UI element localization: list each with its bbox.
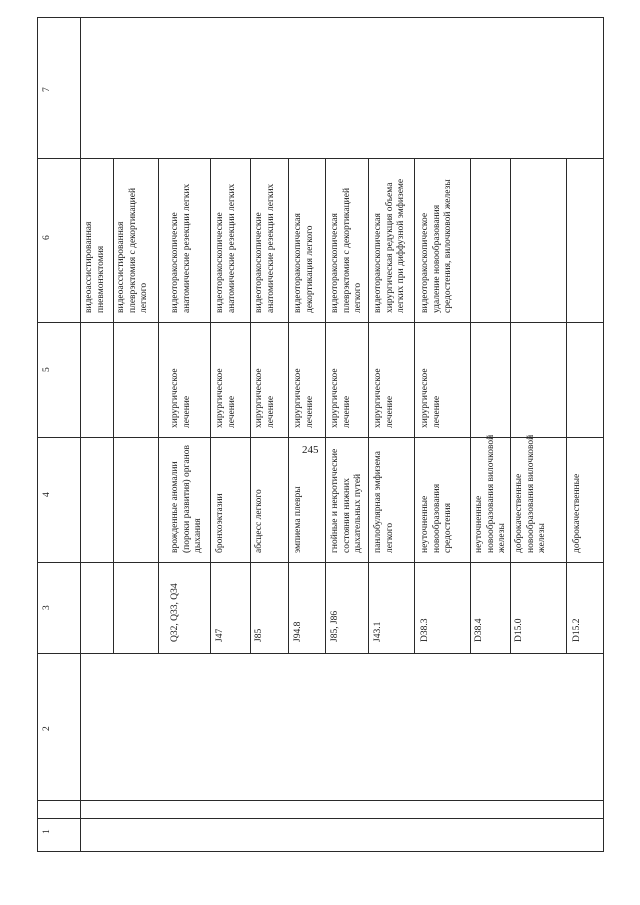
cell-row7-col5-text: хирургическое лечение [330, 368, 352, 428]
cell-row5-col4-text: абсцесс легкого [254, 489, 264, 553]
column-header-6-text: 6 [42, 235, 52, 240]
table-border-bottom [37, 851, 603, 852]
cell-row9-col5-text: хирургическое лечение [420, 368, 442, 428]
row-divider [510, 158, 511, 653]
cell-row6-col6-text: видеоторакоскопическая декортикация легкого [293, 213, 315, 313]
row-divider [368, 158, 369, 653]
cell-row3-col3-text: Q32, Q33, Q34 [170, 583, 180, 642]
cell-row11-col3-text: D15.0 [514, 618, 524, 642]
cell-row9-col3-text: D38.3 [420, 618, 430, 642]
row-divider [250, 158, 251, 653]
cell-row5-col5-text: хирургическое лечение [254, 368, 276, 428]
cell-row8-col3-text: J43.1 [373, 621, 383, 642]
column-header-1-text: 1 [42, 829, 52, 834]
cell-row4-col3-text: J47 [215, 628, 225, 642]
cell-row5-col3-text: J85 [254, 628, 264, 642]
cell-row8-col5-text: хирургическое лечение [373, 368, 395, 428]
cell-row6-col4-text: эмпиема плевры [293, 486, 303, 553]
cell-row8-col6-text: видеоторакоскопическая хирургическая редукция объема легких при диффузной эмфиземе [373, 178, 406, 313]
table-border-left [37, 17, 38, 852]
cell-row1-col6-text: видеоассистированная пневмонэктомия [84, 221, 106, 313]
row-divider [566, 158, 567, 653]
column-divider [37, 653, 603, 654]
cell-row3-col4-text: врожденные аномалии (пороки развития) органов дыхания [170, 445, 203, 553]
column-divider [37, 800, 603, 801]
row-divider [158, 158, 159, 653]
cell-row12-col3-text: D15.2 [572, 618, 582, 642]
cell-row12-col4-text: доброкачественные [572, 473, 582, 553]
cell-row5-col6-text: видеоторакоскопические анатомические резекции легких [254, 183, 276, 313]
cell-row3-col5-text: хирургическое лечение [170, 368, 192, 428]
cell-row6-col5-text: хирургическое лечение [293, 368, 315, 428]
row-divider [113, 158, 114, 653]
row-divider [288, 158, 289, 653]
cell-row7-col6-text: видеоторакоскопическая плеврэктомия с декортикацией легкого [330, 187, 363, 313]
cell-row3-col6-text: видеоторакоскопические анатомические резекции легких [170, 183, 192, 313]
column-header-2-text: 2 [42, 726, 52, 731]
cell-row9-col6-text: видеоторакоскопическое удаление новообразования средостения, вилочковой железы [420, 179, 453, 313]
column-divider [37, 322, 603, 323]
page-number: 245 [302, 444, 319, 456]
row-divider [325, 158, 326, 653]
header-band-divider [80, 17, 81, 852]
cell-row10-col4-text: неуточненные новообразования вилочковой железы [474, 434, 507, 553]
cell-row4-col4-text: бронхоэктазии [215, 493, 225, 553]
cell-row4-col5-text: хирургическое лечение [215, 368, 237, 428]
cell-row7-col3-text: J85, J86 [330, 610, 340, 642]
cell-row4-col6-text: видеоторакоскопические анатомические резекции легких [215, 183, 237, 313]
cell-row8-col4-text: панлобулярная эмфизема легкого [373, 451, 395, 553]
column-divider [37, 158, 603, 159]
column-header-4-text: 4 [42, 492, 52, 497]
cell-row2-col6-text: видеоассистированная плеврэктомия с декортикацией легкого [116, 187, 149, 313]
cell-row11-col4-text: доброкачественные новообразования вилочковой железы [514, 434, 547, 553]
table-border-top [37, 17, 603, 18]
column-divider [37, 818, 603, 819]
column-header-5-text: 5 [42, 367, 52, 372]
cell-row10-col3-text: D38.4 [474, 618, 484, 642]
cell-row6-col3-text: J94.8 [293, 621, 303, 642]
column-header-7-text: 7 [42, 87, 52, 92]
column-header-3-text: 3 [42, 605, 52, 610]
row-divider [470, 158, 471, 653]
row-divider [414, 158, 415, 653]
row-divider [210, 158, 211, 653]
table-border-right [603, 17, 604, 852]
cell-row9-col4-text: неуточненные новообразования средостения [420, 483, 453, 553]
cell-row7-col4-text: гнойные и некротические состояния нижних дыхательных путей [330, 448, 363, 553]
column-divider [37, 562, 603, 563]
